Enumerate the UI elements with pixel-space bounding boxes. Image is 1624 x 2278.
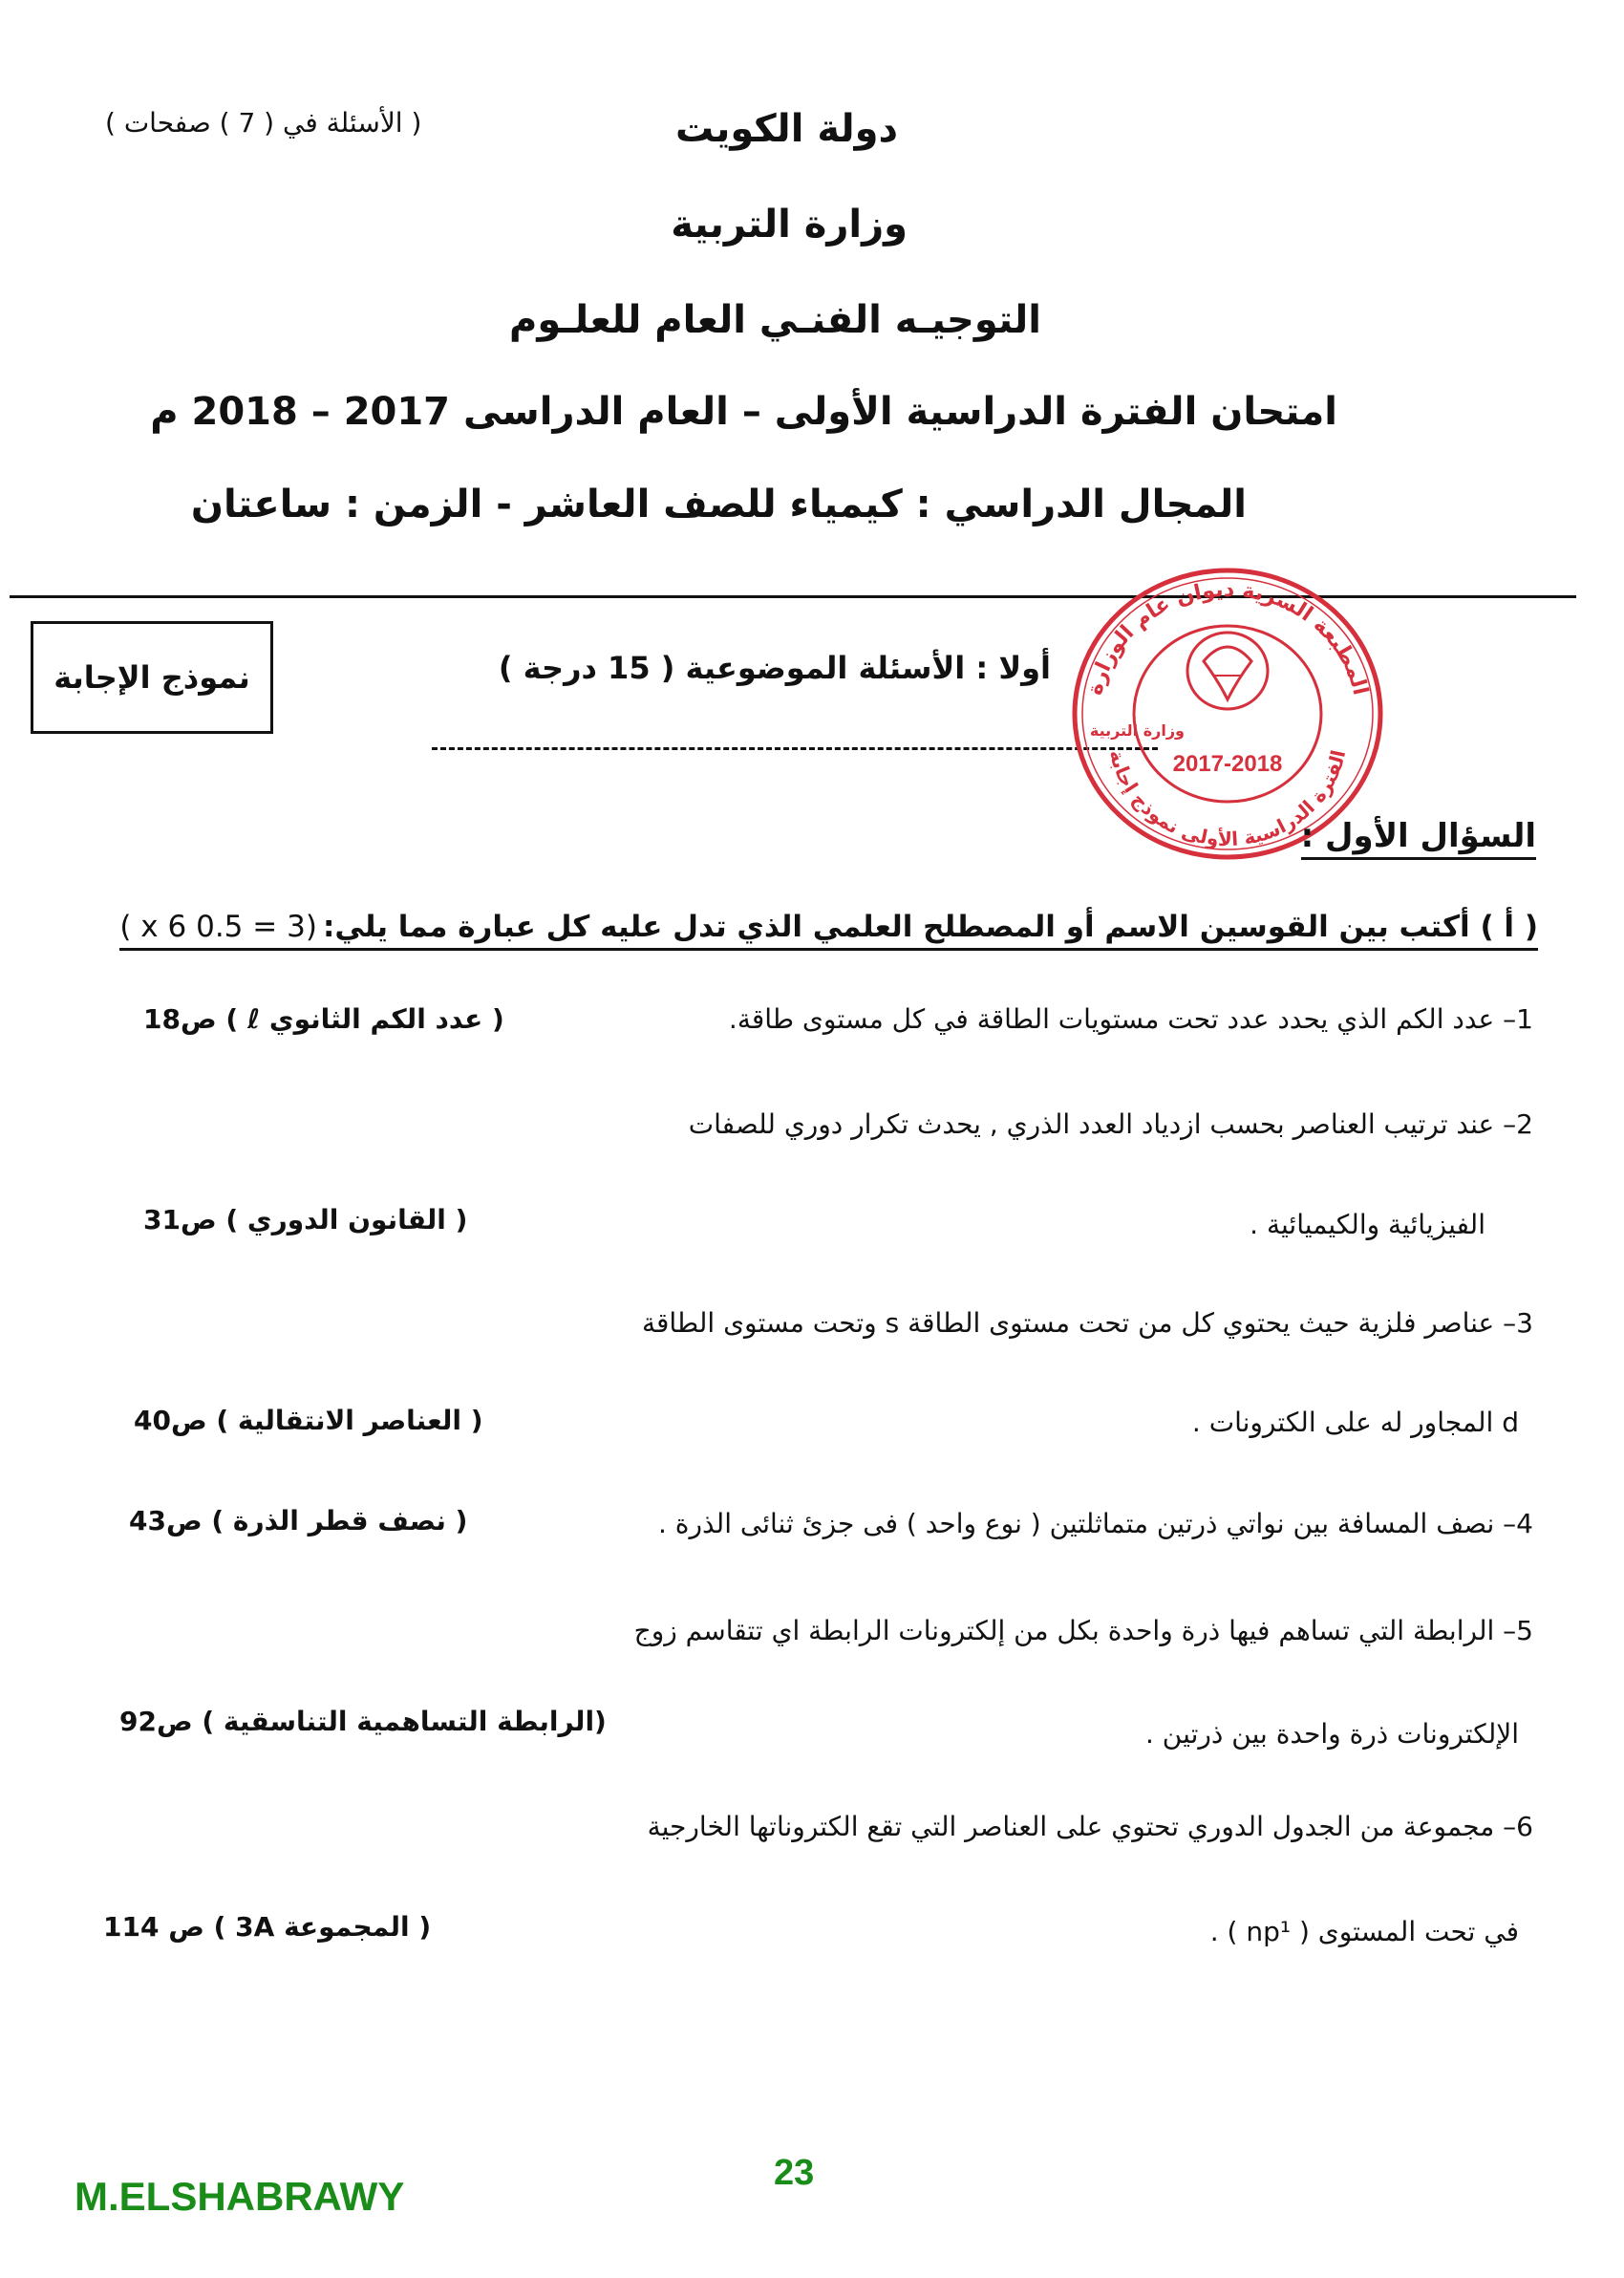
answer-1: ( عدد الكم الثانوي ℓ ) ص18 [143, 1003, 504, 1035]
instruction-text: ( أ ) أكتب بين القوسين الاسم أو المصطلح العلمي الذي تدل عليه كل عبارة مما يلي: [322, 910, 1538, 944]
question-item-3: 3– عناصر فلزية حيث يحتوي كل من تحت مستوى الطاقة s وتحت مستوى الطاقة [641, 1307, 1533, 1339]
subject-line: المجال الدراسي : كيمياء للصف العاشر - الزمن : ساعتان [190, 483, 1247, 527]
answer-5: (الرابطة التساهمية التناسقية ) ص92 [119, 1706, 607, 1737]
department-title: التوجيـه الفنـي العام للعلـوم [509, 298, 1041, 342]
question-item-2: 2– عند ترتيب العناصر بحسب ازدياد العدد الذري , يحدث تكرار دوري للصفات [688, 1108, 1533, 1140]
section-title: أولا : الأسئلة الموضوعية ( 15 درجة ) [498, 650, 1051, 686]
instruction-score: (3 = 0.5 x 6 ) [119, 910, 317, 944]
answer-model-label: نموذج الإجابة [53, 659, 250, 696]
ministry-title: وزارة التربية [671, 203, 908, 247]
dashed-divider [432, 747, 1158, 750]
svg-text:المطبعة السرية ديوان عام الوزا: المطبعة السرية ديوان عام الوزارة [1082, 577, 1373, 698]
author-watermark: M.ELSHABRAWY [75, 2174, 405, 2219]
answer-3: ( العناصر الانتقالية ) ص40 [134, 1405, 483, 1436]
question1-title: السؤال الأول : [1301, 817, 1536, 860]
question1-instruction [119, 910, 1538, 951]
question-item-5-cont: الإلكترونات ذرة واحدة بين ذرتين . [1145, 1718, 1519, 1750]
question-item-2-cont: الفيزيائية والكيميائية . [1250, 1209, 1485, 1240]
svg-text:2017-2018: 2017-2018 [1172, 751, 1283, 777]
page-number: 23 [774, 2153, 815, 2193]
answer-2: ( القانون الدوري ) ص31 [143, 1204, 468, 1236]
question-item-1: 1– عدد الكم الذي يحدد عدد تحت مستويات الطاقة في كل مستوى طاقة. [728, 1003, 1533, 1035]
question-item-4: 4– نصف المسافة بين نواتي ذرتين متماثلتين ( نوع واحد ) فى جزئ ثنائى الذرة . [657, 1508, 1533, 1539]
question-item-6-cont: في تحت المستوى ( np¹ ) . [1209, 1916, 1519, 1947]
answer-model-box [31, 621, 273, 734]
question-item-5: 5– الرابطة التي تساهم فيها ذرة واحدة بكل من إلكترونات الرابطة اي تتقاسم زوج [633, 1615, 1533, 1646]
answer-4: ( نصف قطر الذرة ) ص43 [129, 1505, 468, 1537]
question-item-3-cont: d المجاور له على الكترونات . [1191, 1407, 1519, 1438]
svg-text:الفترة الدراسية الأولى نموذج إ: الفترة الدراسية الأولى نموذج إجابة [1104, 747, 1351, 851]
country-title: دولة الكويت [674, 107, 898, 151]
exam-title: امتحان الفترة الدراسية الأولى – العام الدراسى 2017 – 2018 م [150, 390, 1337, 434]
answer-6: ( المجموعة 3A ) ص 114 [103, 1911, 432, 1943]
question-item-6: 6– مجموعة من الجدول الدوري تحتوي على العناصر التي تقع الكتروناتها الخارجية [647, 1811, 1533, 1842]
pages-note: ( الأسئلة في ( 7 ) صفحات ) [105, 107, 422, 139]
svg-text:وزارة التربية: وزارة التربية [1089, 721, 1185, 740]
